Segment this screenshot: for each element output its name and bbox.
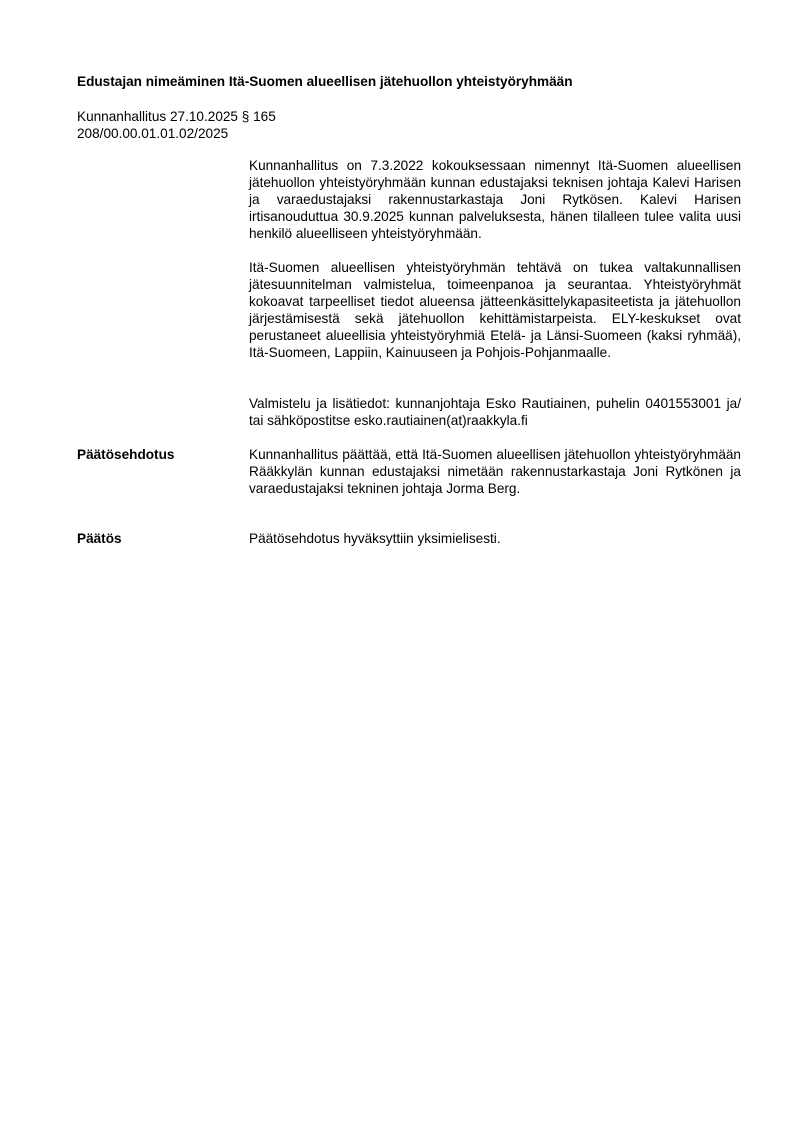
background-paragraph (249, 157, 741, 242)
decision-label: Päätös (77, 531, 122, 546)
meeting-reference: Kunnanhallitus 27.10.2025 § 165 (77, 109, 276, 124)
decision-text: Päätösehdotus hyväksyttiin yksimielisesti. (249, 531, 501, 546)
proposal-text: Kunnanhallitus päättää, että Itä-Suomen alueellisen jätehuollon yhteistyöryhmään Rääkkylän kunnan edustajaksi nimetään rakennustarkastaja Joni Rytkönen ja varaedustajaksi tekninen johtaja Jorma Berg. (249, 447, 741, 496)
decision-section (249, 530, 741, 547)
document-meta (77, 108, 276, 142)
contact-paragraph (249, 395, 741, 429)
paragraph-text: Itä-Suomen alueellisen yhteistyöryhmän tehtävä on tukea valtakunnallisen jätesuunnitelman valmistelua, toimeenpanoa ja seurantaa. Yhteistyöryhmät kokoavat tarpeelliset tiedot alueensa jätteenkäsittelykapasiteetista ja jätehuollon järjestämisestä sekä jätehuollon kehittämistarpeista. ELY-keskukset ovat perustaneet alueellisia yhteistyöryhmiä Etelä- ja Länsi-Suomeen (kaksi ryhmää), Itä-Suomeen, Lappiin, Kainuuseen ja Pohjois-Pohjanmaalle. (249, 260, 741, 360)
group-description-paragraph (249, 259, 741, 361)
paragraph-text: Kunnanhallitus on 7.3.2022 kokouksessaan nimennyt Itä-Suomen alueellisen jätehuollon yhteistyöryhmään kunnan edustajaksi teknisen johtaja Kalevi Harisen ja varaedustajaksi rakennustarkastaja Joni Rytkösen. Kalevi Harisen irtisanouduttua 30.9.2025 kunnan palveluksesta, hänen tilalleen tulee valita uusi henkilö alueelliseen yhteistyöryhmään. (249, 158, 741, 241)
proposal-section (249, 446, 741, 497)
paragraph-text: Valmistelu ja lisätiedot: kunnanjohtaja Esko Rautiainen, puhelin 0401553001 ja/ tai sähköpostitse esko.rautiainen(at)raakkyla.fi (249, 396, 741, 428)
proposal-label: Päätösehdotus (77, 447, 175, 462)
file-code: 208/00.00.01.01.02/2025 (77, 126, 229, 141)
document-title: Edustajan nimeäminen Itä-Suomen alueellisen jätehuollon yhteistyöryhmään (77, 74, 573, 89)
